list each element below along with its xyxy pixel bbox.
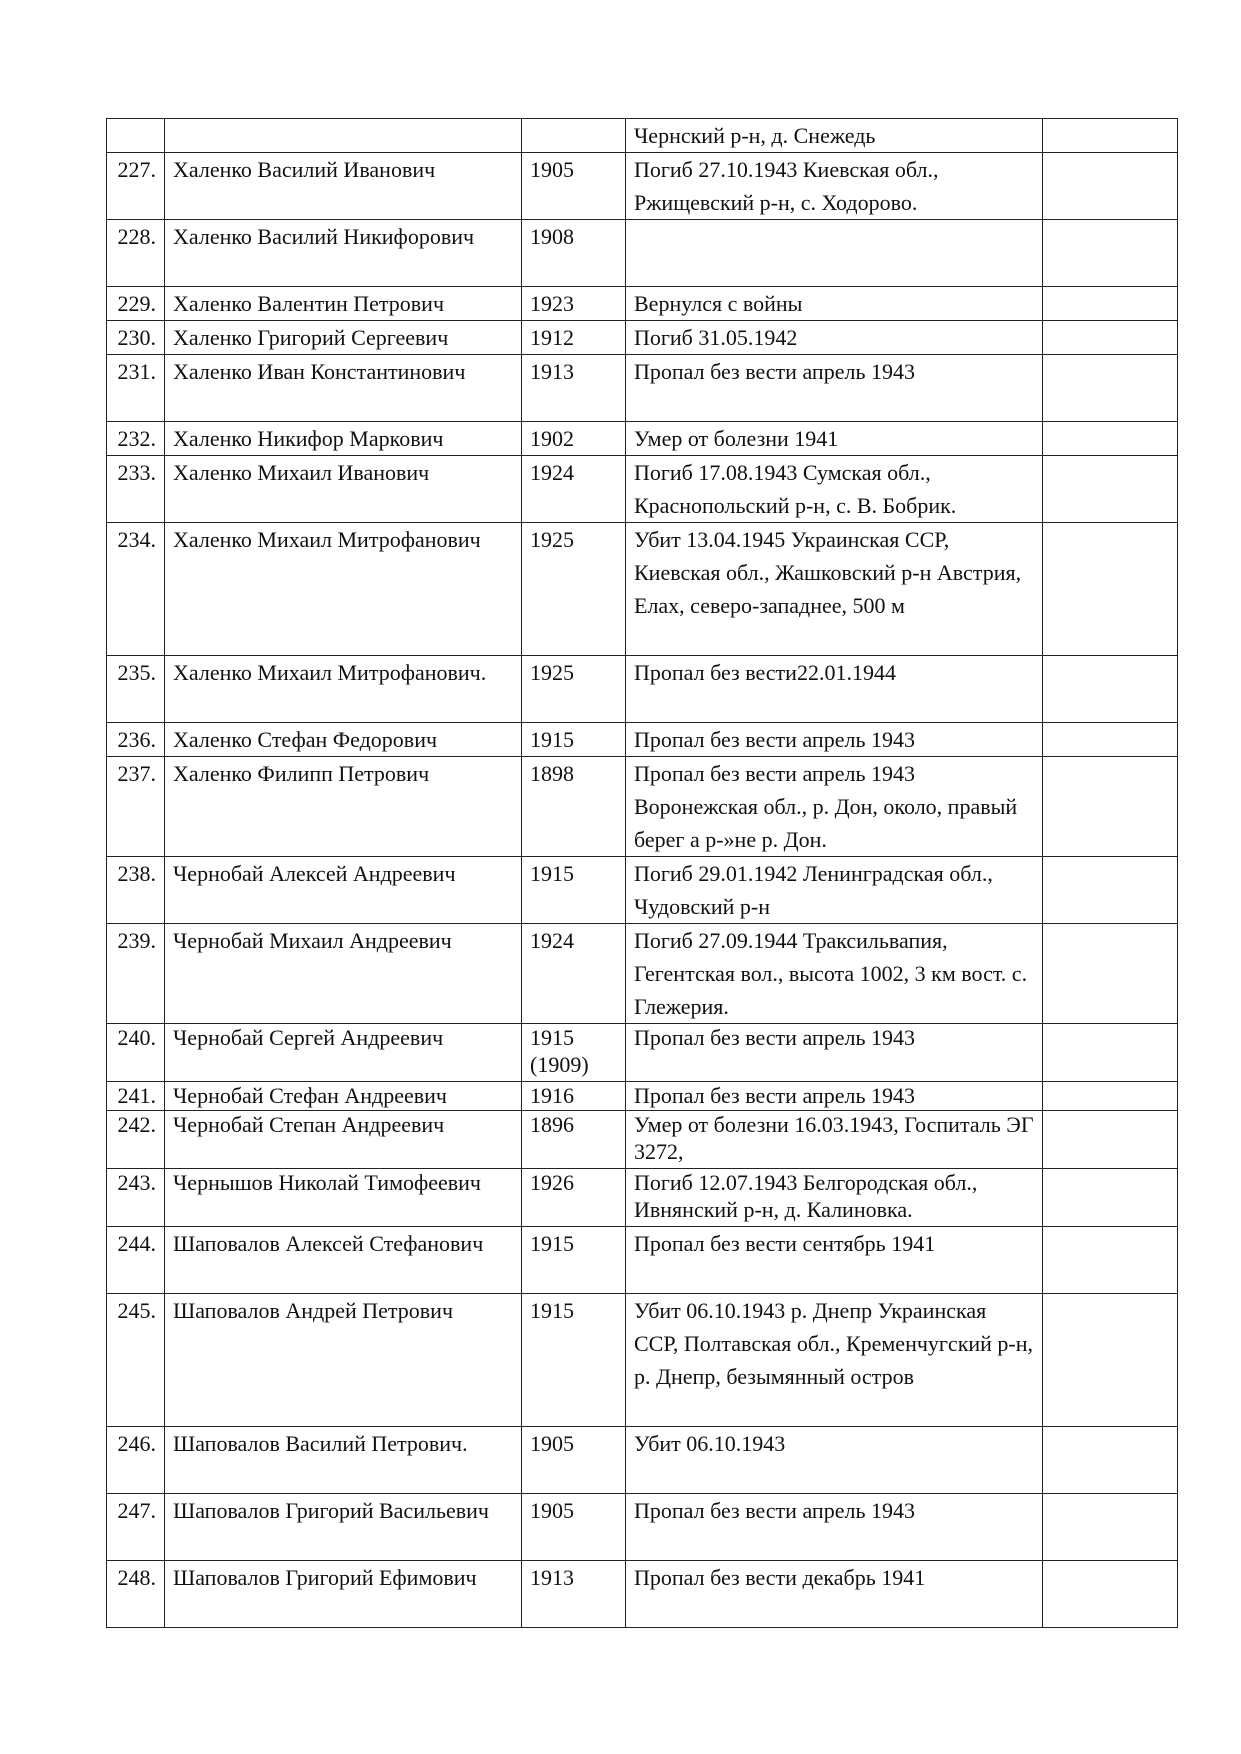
person-name-cell: Халенко Иван Константинович xyxy=(165,355,522,422)
person-name-cell: Чернобай Стефан Андреевич xyxy=(165,1082,522,1111)
fate-cell: Погиб 27.10.1943 Киевская обл., Ржищевский р-н, с. Ходорово. xyxy=(626,153,1043,220)
row-number-cell: 233. xyxy=(107,456,165,523)
note-cell xyxy=(1043,924,1178,1024)
row-number-cell: 234. xyxy=(107,523,165,656)
birth-year-cell: 1915 xyxy=(522,857,626,924)
person-name-cell: Халенко Михаил Иванович xyxy=(165,456,522,523)
fate-cell: Умер от болезни 1941 xyxy=(626,422,1043,456)
note-cell xyxy=(1043,656,1178,723)
fate-cell: Пропал без вести сентябрь 1941 xyxy=(626,1227,1043,1294)
person-name-cell: Чернышов Николай Тимофеевич xyxy=(165,1169,522,1227)
person-name-cell: Чернобай Сергей Андреевич xyxy=(165,1024,522,1082)
fate-cell: Пропал без вести апрель 1943 xyxy=(626,723,1043,757)
row-number-cell: 238. xyxy=(107,857,165,924)
birth-year-cell: 1915 xyxy=(522,1227,626,1294)
table-row xyxy=(107,119,1178,153)
note-cell xyxy=(1043,1169,1178,1227)
birth-year-cell: 1898 xyxy=(522,757,626,857)
birth-year-cell: 1896 xyxy=(522,1111,626,1169)
table-row xyxy=(107,355,1178,422)
note-cell xyxy=(1043,1494,1178,1561)
fate-cell: Погиб 31.05.1942 xyxy=(626,321,1043,355)
person-name-cell: Чернобай Михаил Андреевич xyxy=(165,924,522,1024)
person-name-cell: Шаповалов Андрей Петрович xyxy=(165,1294,522,1427)
birth-year-cell: 1905 xyxy=(522,1494,626,1561)
birth-year-cell: 1913 xyxy=(522,1561,626,1628)
birth-year-cell: 1924 xyxy=(522,924,626,1024)
row-number-cell: 236. xyxy=(107,723,165,757)
note-cell xyxy=(1043,723,1178,757)
birth-year-cell: 1916 xyxy=(522,1082,626,1111)
birth-year-cell: 1925 xyxy=(522,523,626,656)
table-row xyxy=(107,656,1178,723)
birth-year-cell: 1924 xyxy=(522,456,626,523)
fate-cell: Чернский р-н, д. Снежедь xyxy=(626,119,1043,153)
table-row xyxy=(107,1494,1178,1561)
fate-cell: Пропал без вести апрель 1943 xyxy=(626,1494,1043,1561)
note-cell xyxy=(1043,757,1178,857)
note-cell xyxy=(1043,1111,1178,1169)
person-name-cell: Халенко Валентин Петрович xyxy=(165,287,522,321)
row-number-cell: 242. xyxy=(107,1111,165,1169)
table-row xyxy=(107,456,1178,523)
fate-cell: Погиб 12.07.1943 Белгородская обл., Ивнянский р-н, д. Калиновка. xyxy=(626,1169,1043,1227)
records-table xyxy=(106,118,1178,1628)
table-row xyxy=(107,321,1178,355)
table-row xyxy=(107,723,1178,757)
person-name-cell: Халенко Никифор Маркович xyxy=(165,422,522,456)
note-cell xyxy=(1043,220,1178,287)
fate-cell: Пропал без вести апрель 1943 xyxy=(626,1024,1043,1082)
birth-year-cell: 1912 xyxy=(522,321,626,355)
fate-cell: Пропал без вести апрель 1943 xyxy=(626,1082,1043,1111)
birth-year-cell: 1908 xyxy=(522,220,626,287)
row-number-cell: 235. xyxy=(107,656,165,723)
person-name-cell: Халенко Филипп Петрович xyxy=(165,757,522,857)
table-row xyxy=(107,422,1178,456)
birth-year-cell: 1902 xyxy=(522,422,626,456)
person-name-cell: Халенко Михаил Митрофанович xyxy=(165,523,522,656)
fate-cell: Пропал без вести апрель 1943 xyxy=(626,355,1043,422)
note-cell xyxy=(1043,119,1178,153)
row-number-cell: 241. xyxy=(107,1082,165,1111)
birth-year-cell xyxy=(522,119,626,153)
fate-cell: Погиб 29.01.1942 Ленинградская обл., Чудовский р-н xyxy=(626,857,1043,924)
note-cell xyxy=(1043,321,1178,355)
table-row xyxy=(107,1227,1178,1294)
birth-year-cell: 1925 xyxy=(522,656,626,723)
fate-cell xyxy=(626,220,1043,287)
row-number-cell: 229. xyxy=(107,287,165,321)
person-name-cell: Шаповалов Алексей Стефанович xyxy=(165,1227,522,1294)
table-row xyxy=(107,1082,1178,1111)
row-number-cell: 248. xyxy=(107,1561,165,1628)
birth-year-cell: 1913 xyxy=(522,355,626,422)
birth-year-cell: 1915 xyxy=(522,1294,626,1427)
table-row xyxy=(107,220,1178,287)
row-number-cell: 246. xyxy=(107,1427,165,1494)
table-row xyxy=(107,1111,1178,1169)
table-row xyxy=(107,1427,1178,1494)
table-row xyxy=(107,924,1178,1024)
table-row xyxy=(107,1561,1178,1628)
row-number-cell: 228. xyxy=(107,220,165,287)
note-cell xyxy=(1043,1427,1178,1494)
person-name-cell: Халенко Василий Иванович xyxy=(165,153,522,220)
fate-cell: Убит 13.04.1945 Украинская ССР, Киевская обл., Жашковский р-н Австрия, Елах, северо-западнее, 500 м xyxy=(626,523,1043,656)
row-number-cell xyxy=(107,119,165,153)
note-cell xyxy=(1043,1561,1178,1628)
note-cell xyxy=(1043,355,1178,422)
birth-year-cell: 1905 xyxy=(522,153,626,220)
row-number-cell: 247. xyxy=(107,1494,165,1561)
table-row xyxy=(107,1169,1178,1227)
note-cell xyxy=(1043,1227,1178,1294)
note-cell xyxy=(1043,523,1178,656)
table-row xyxy=(107,523,1178,656)
records-table-body xyxy=(107,119,1178,1628)
row-number-cell: 227. xyxy=(107,153,165,220)
birth-year-cell: 1905 xyxy=(522,1427,626,1494)
note-cell xyxy=(1043,1082,1178,1111)
fate-cell: Вернулся с войны xyxy=(626,287,1043,321)
fate-cell: Пропал без вести апрель 1943 Воронежская обл., р. Дон, около, правый берег а р-»не р. Дон. xyxy=(626,757,1043,857)
person-name-cell: Халенко Михаил Митрофанович. xyxy=(165,656,522,723)
birth-year-cell: 1926 xyxy=(522,1169,626,1227)
fate-cell: Погиб 17.08.1943 Сумская обл., Краснопольский р-н, с. В. Бобрик. xyxy=(626,456,1043,523)
person-name-cell xyxy=(165,119,522,153)
person-name-cell: Халенко Василий Никифорович xyxy=(165,220,522,287)
fate-cell: Пропал без вести22.01.1944 xyxy=(626,656,1043,723)
note-cell xyxy=(1043,1294,1178,1427)
person-name-cell: Шаповалов Григорий Ефимович xyxy=(165,1561,522,1628)
person-name-cell: Халенко Григорий Сергеевич xyxy=(165,321,522,355)
table-row xyxy=(107,857,1178,924)
person-name-cell: Шаповалов Василий Петрович. xyxy=(165,1427,522,1494)
row-number-cell: 245. xyxy=(107,1294,165,1427)
table-row xyxy=(107,1024,1178,1082)
row-number-cell: 239. xyxy=(107,924,165,1024)
row-number-cell: 230. xyxy=(107,321,165,355)
note-cell xyxy=(1043,422,1178,456)
row-number-cell: 232. xyxy=(107,422,165,456)
fate-cell: Пропал без вести декабрь 1941 xyxy=(626,1561,1043,1628)
birth-year-cell: 1915 xyxy=(522,723,626,757)
note-cell xyxy=(1043,287,1178,321)
table-row xyxy=(107,1294,1178,1427)
person-name-cell: Чернобай Степан Андреевич xyxy=(165,1111,522,1169)
fate-cell: Убит 06.10.1943 р. Днепр Украинская ССР, Полтавская обл., Кременчугский р-н, р. Днепр, безымянный остров xyxy=(626,1294,1043,1427)
fate-cell: Погиб 27.09.1944 Траксильвапия, Гегентская вол., высота 1002, 3 км вост. с. Глежерия. xyxy=(626,924,1043,1024)
note-cell xyxy=(1043,153,1178,220)
birth-year-cell: 1923 xyxy=(522,287,626,321)
person-name-cell: Шаповалов Григорий Васильевич xyxy=(165,1494,522,1561)
person-name-cell: Халенко Стефан Федорович xyxy=(165,723,522,757)
table-row xyxy=(107,153,1178,220)
table-row xyxy=(107,757,1178,857)
fate-cell: Умер от болезни 16.03.1943, Госпиталь ЭГ 3272, xyxy=(626,1111,1043,1169)
row-number-cell: 237. xyxy=(107,757,165,857)
note-cell xyxy=(1043,1024,1178,1082)
row-number-cell: 231. xyxy=(107,355,165,422)
person-name-cell: Чернобай Алексей Андреевич xyxy=(165,857,522,924)
row-number-cell: 244. xyxy=(107,1227,165,1294)
row-number-cell: 240. xyxy=(107,1024,165,1082)
row-number-cell: 243. xyxy=(107,1169,165,1227)
note-cell xyxy=(1043,456,1178,523)
fate-cell: Убит 06.10.1943 xyxy=(626,1427,1043,1494)
note-cell xyxy=(1043,857,1178,924)
birth-year-cell: 1915 (1909) xyxy=(522,1024,626,1082)
table-row xyxy=(107,287,1178,321)
